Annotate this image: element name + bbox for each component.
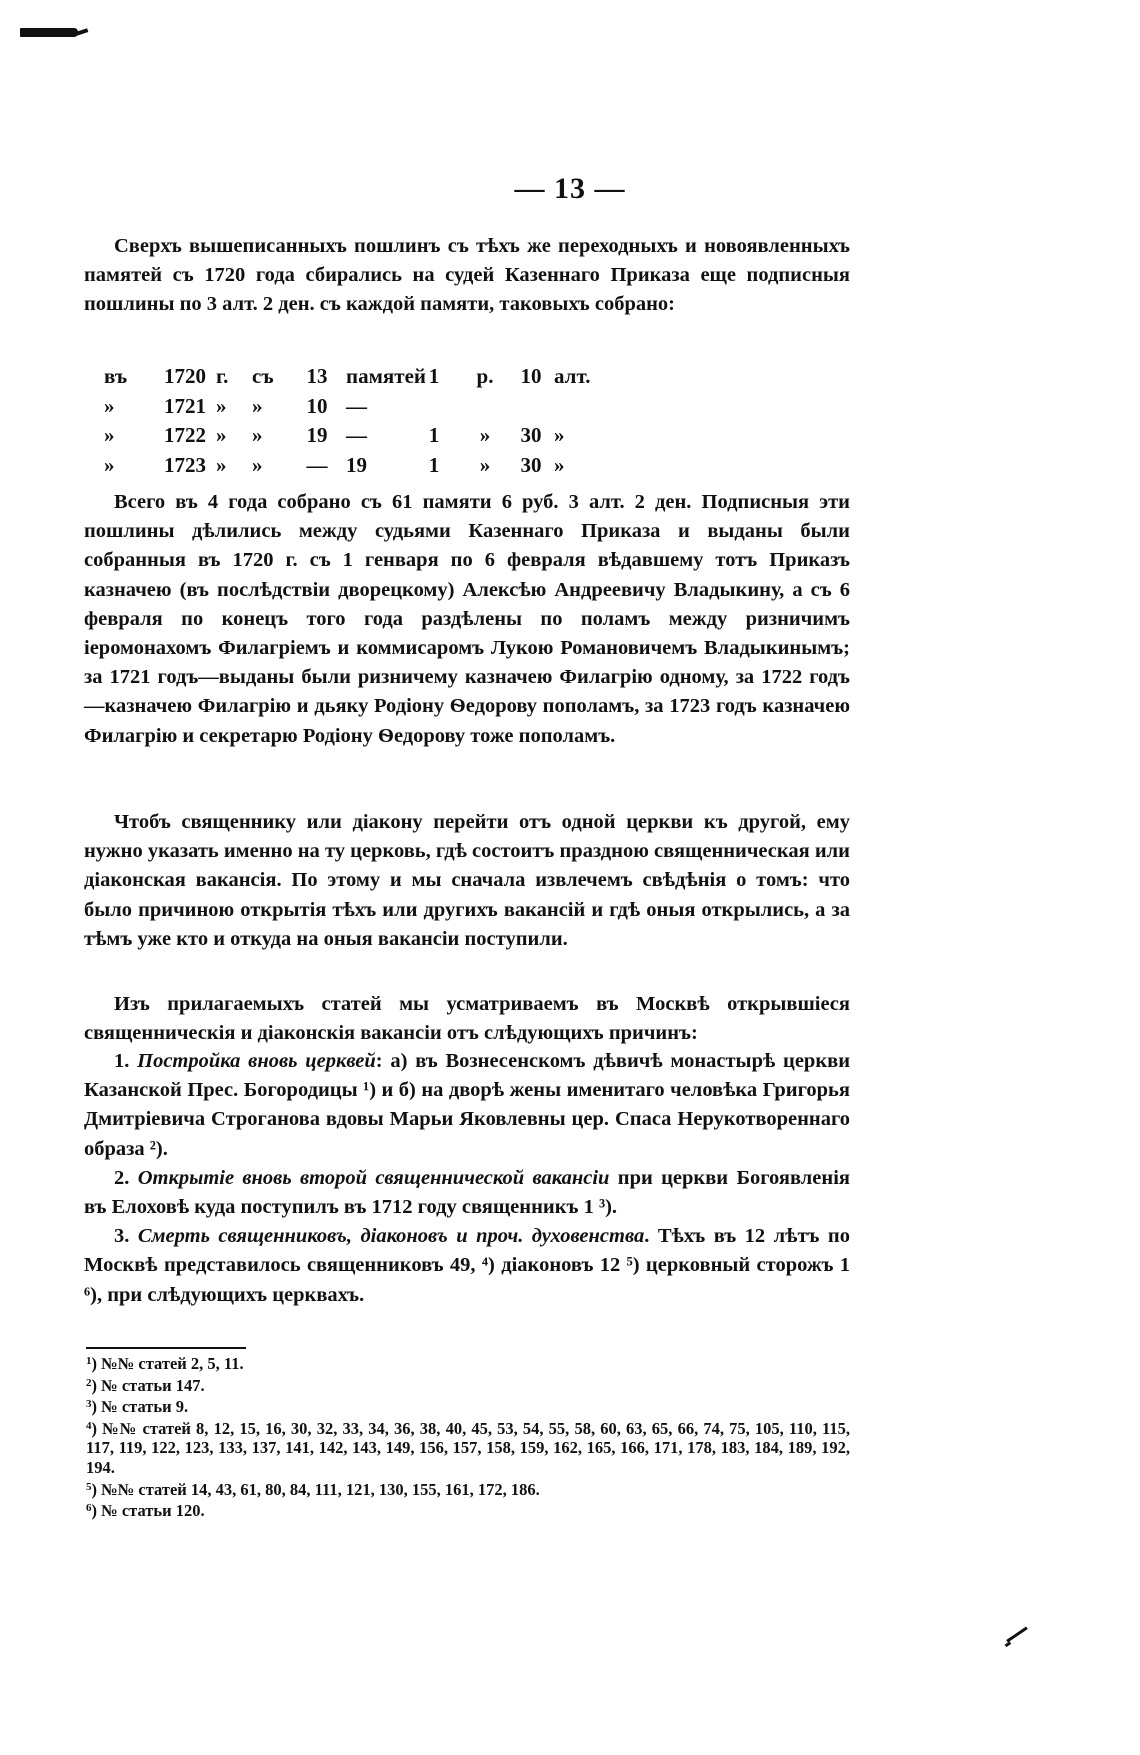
footnote: $^1$) №№ статей 2, 5, 11. <box>86 1354 244 1373</box>
tally-alt: 10 <box>520 364 542 388</box>
paragraph-text: Чтобъ священнику или діакону перейти отъ одной церкви къ другой, ему нужно указать именно на ту церковь, гдѣ состоитъ праздною священническая или діаконская вакансія. По этому и мы сначала извлечемъ свѣдѣнія о томъ: что было причиною открытія тѣхъ или другихъ вакансій и гдѣ оныя открылись, а за тѣмъ уже кто и откуда на оныя вакансіи поступили. <box>84 811 850 950</box>
tally-cell: — <box>346 423 367 447</box>
scan-corner-tick <box>1006 1627 1028 1643</box>
intro-text: Сверхъ вышеписанныхъ пошлинъ съ тѣхъ же переходныхъ и новоявленныхъ памятей съ 1720 года сбирались на судей Казеннаго Приказа еще подписныя пошлины по 3 алт. 2 ден. съ каждой памяти, таковыхъ собрано: <box>84 235 850 316</box>
list-item <box>84 1222 850 1310</box>
tally-cell: » <box>104 423 115 447</box>
footnote-text: №№ статей 8, 12, 15, 16, 30, 32, 33, 34, 36, 38, 40, 45, 53, 54, 55, 58, 60, 63, 65, 66, 74, 75, 105, 110, 115, 117, 119, 122, 123, 133, 137, 141, 142, 143, 149, 156, 157, 158, 159, 162, 165, 166, 171, 178, 183, 184, 189, 192, 194. <box>86 1418 850 1477</box>
tally-cell: » <box>479 452 491 477</box>
footnotes <box>86 1352 850 1521</box>
list-item-number: 3. <box>114 1225 130 1248</box>
intro-paragraph <box>84 232 850 320</box>
tally-year: 1720 <box>164 364 206 388</box>
tally-row <box>104 392 614 422</box>
page-number: — 13 — <box>514 172 626 205</box>
tally-cell: » <box>252 393 263 418</box>
paragraph-text: Изъ прилагаемыхъ статей мы усматриваемъ въ Москвѣ открывшіеся священническія и діаконскія вакансіи отъ слѣдующихъ причинъ: <box>84 993 850 1045</box>
paragraph-causes <box>84 990 850 1048</box>
tally-row <box>104 451 614 481</box>
tally-cell: алт. <box>554 364 591 388</box>
footnote: $^6$) № статьи 120. <box>86 1501 205 1521</box>
footnote-text: № статьи 9. <box>101 1397 189 1417</box>
footnote: $^4$) №№ статей 8, 12, 15, 16, 30, 32, 33, 34, 36, 38, 40, 45, 53, 54, 55, 58, 60, 63, 65, 66, 74, 75, 105, 110, 115, 117, 119, 122, 123, 133, 137, 141, 142, 143, 149, 156, 157, 158, 159, 162, 165, 166, 171, 178, 183, 184, 189, 192, 194. <box>86 1418 850 1477</box>
footnote: $^3$) № статьи 9. <box>86 1397 189 1417</box>
tally-rub: 1 <box>428 423 440 447</box>
tally-year: 1721 <box>164 393 206 418</box>
footnote-mark: 1 <box>86 1355 92 1367</box>
list-item-heading: Открытіе вновь второй священнической вакансіи <box>137 1166 610 1189</box>
tally-cell: въ <box>104 364 128 388</box>
tally-cell: памятей <box>346 364 427 388</box>
tally-count: 19 <box>306 423 328 447</box>
causes-list <box>84 1047 850 1310</box>
tally-cell: » <box>104 452 115 477</box>
tally-cell: р. <box>476 364 494 388</box>
tally-cell: » <box>252 452 263 477</box>
footnote-text: № статьи 147. <box>101 1375 205 1395</box>
list-item <box>84 1164 850 1222</box>
footnote-mark: 5 <box>86 1480 92 1493</box>
tally-cell: » <box>104 393 115 418</box>
list-item-heading: Смерть священниковъ, діаконовъ и проч. духовенства <box>137 1225 645 1248</box>
tally-cell: » <box>479 423 491 447</box>
tally-cell: » <box>252 423 263 447</box>
fee-tally-table <box>104 362 614 480</box>
footnote-text: №№ статей 14, 43, 61, 80, 84, 111, 121, 130, 155, 161, 172, 186. <box>101 1479 540 1499</box>
list-item <box>84 1047 850 1164</box>
scan-corner-mark <box>20 28 78 37</box>
list-item-body: . Тѣхъ въ 12 лѣтъ по Москвѣ представилось священниковъ 49, ⁴) діаконовъ 12 ⁵) церковный сторожъ 1 ⁶), при слѣдующихъ церквахъ. <box>84 1225 850 1306</box>
footnote-mark: 6 <box>86 1502 92 1515</box>
tally-count: 10 <box>306 393 328 418</box>
footnote-divider <box>86 1347 246 1349</box>
tally-rub: 1 <box>428 364 440 388</box>
tally-cell: съ <box>252 364 274 388</box>
footnote-mark: 2 <box>86 1376 92 1389</box>
paragraph-fees-division <box>84 488 850 751</box>
tally-row <box>104 421 614 451</box>
tally-cell: » <box>216 452 227 477</box>
tally-cell: » <box>216 393 227 418</box>
tally-cell: г. <box>216 364 229 388</box>
list-item-body: : а) въ Вознесенскомъ дѣвичѣ монастырѣ церкви Казанской Прес. Богородицы ¹) и б) на дворѣ жены именитаго человѣка Григорья Дмитріевича Строганова вдовы Марьи Яковлевны цер. Спаса Нерукотвореннаго образа ²). <box>84 1050 851 1160</box>
tally-cell: » <box>216 423 227 447</box>
footnote-text: № статьи 120. <box>101 1501 205 1521</box>
tally-count: — <box>306 452 328 477</box>
tally-cell: 19 <box>346 452 367 477</box>
footnote: $^5$) №№ статей 14, 43, 61, 80, 84, 111, 121, 130, 155, 161, 172, 186. <box>86 1479 540 1499</box>
tally-cell <box>554 392 614 422</box>
tally-cell <box>462 392 508 422</box>
tally-alt: 30 <box>520 452 542 477</box>
tally-alt: 30 <box>520 423 542 447</box>
tally-year: 1723 <box>164 452 206 477</box>
tally-alt <box>508 392 554 422</box>
paragraph-text: Всего въ 4 года собрано съ 61 памяти 6 руб. 3 алт. 2 ден. Подписныя эти пошлины дѣлились между судьями Казеннаго Приказа и выданы были собранныя въ 1720 г. съ 1 генваря по 6 февраля вѣдавшему тотъ Приказъ казначею (въ послѣдствіи дворецкому) Алексѣю Андреевичу Владыкину, а съ 6 февраля по конецъ того года раздѣлены по поламъ между ризничимъ іеромонахомъ Филагріемъ и коммисаромъ Лукою Романовичемъ Владыкинымъ; за 1721 годъ—выданы были ризничему казначею Филагрію одному, за 1722 годъ—казначею Филагрію и дьяку Родіону Ѳедорову пополамъ, за 1723 годъ казначею Филагрію и секретарю Родіону Ѳедорову тоже пополамъ. <box>84 491 850 747</box>
list-item-heading: Постройка вновь церквей <box>137 1050 376 1072</box>
footnote: $^2$) № статьи 147. <box>86 1375 205 1395</box>
tally-cell: — <box>346 393 367 418</box>
footnote-text: №№ статей 2, 5, 11. <box>101 1354 244 1373</box>
tally-rub: 1 <box>428 452 440 477</box>
tally-count: 13 <box>306 364 328 388</box>
tally-cell: » <box>554 423 565 447</box>
tally-cell: » <box>554 452 565 477</box>
list-item-number: 1. <box>114 1050 130 1072</box>
footnote-mark: 4 <box>86 1419 92 1432</box>
list-item-number: 2. <box>114 1166 130 1189</box>
tally-year: 1722 <box>164 423 206 447</box>
list-item-body: при церкви Богоявленія въ Елоховѣ куда поступилъ въ 1712 году священникъ 1 ³). <box>84 1166 850 1219</box>
footnote-mark: 3 <box>86 1398 92 1411</box>
tally-row <box>104 362 614 392</box>
tally-rub <box>406 392 462 422</box>
paragraph-vacancies <box>84 808 850 954</box>
